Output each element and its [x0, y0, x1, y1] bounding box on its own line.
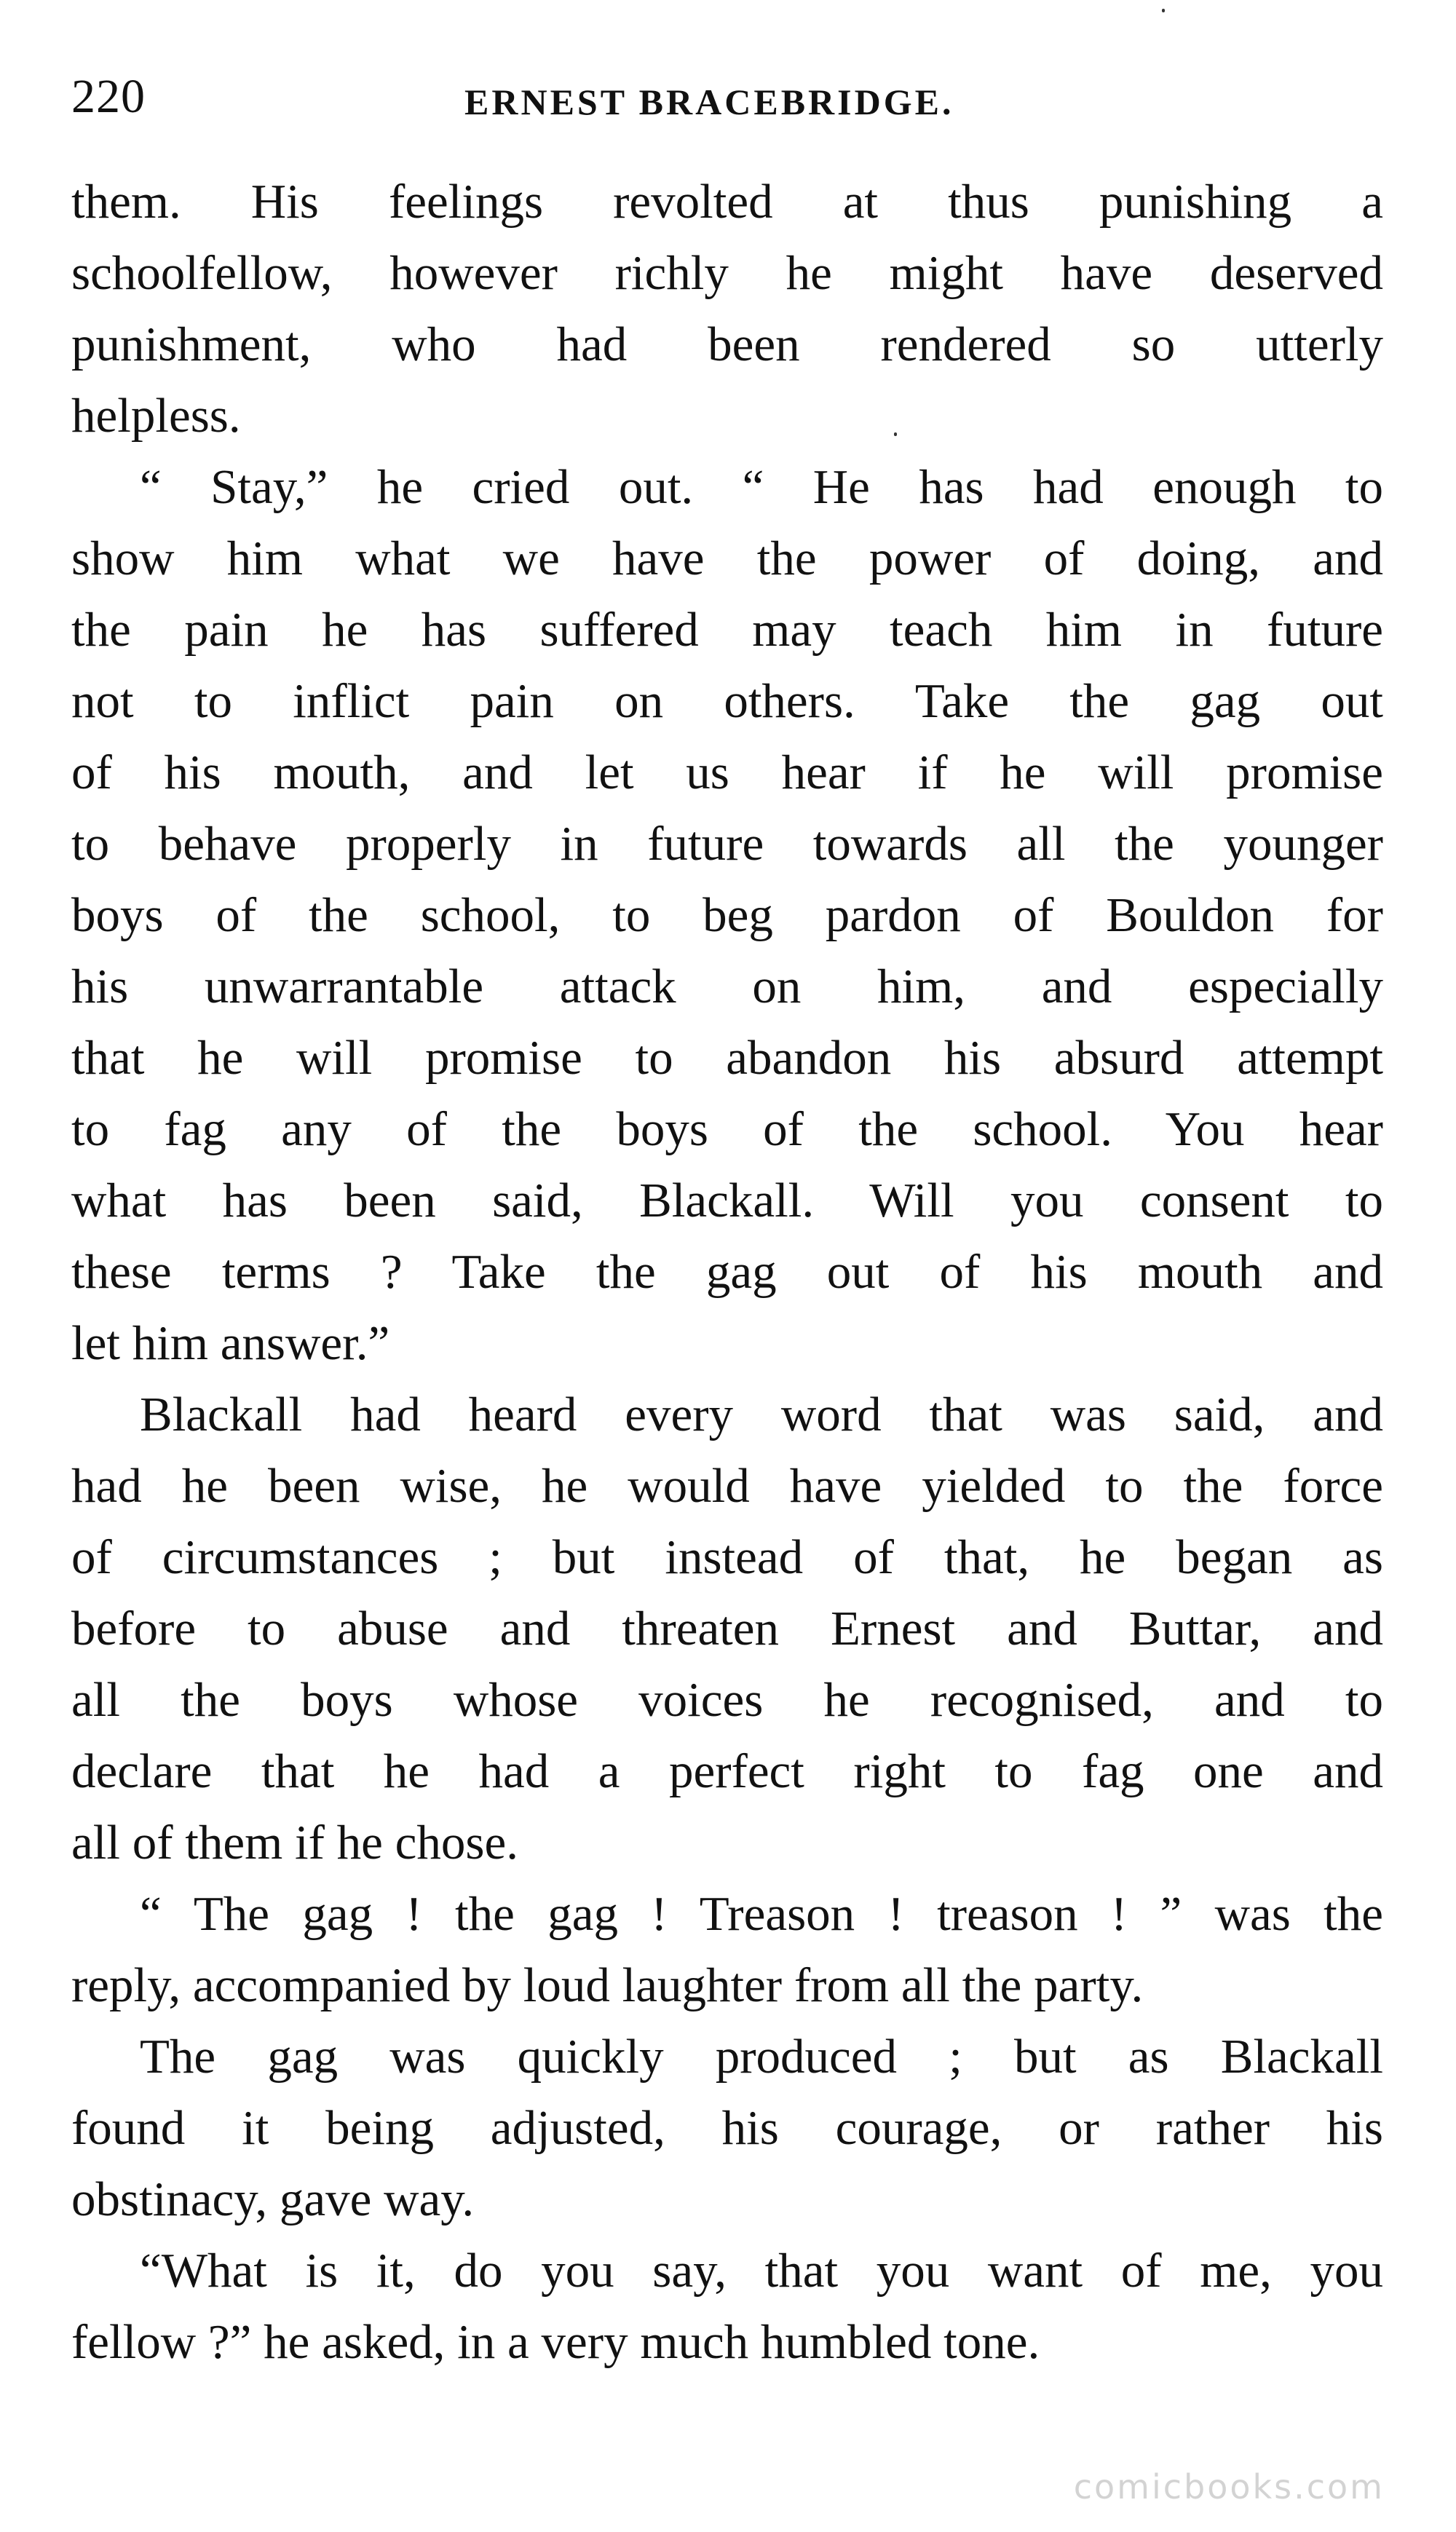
text-line: not to inflict pain on others. Take the gag out — [71, 674, 1383, 728]
page-header — [71, 64, 1383, 130]
text-line: show him what we have the power of doing, and — [71, 531, 1383, 585]
text-line: Blackall had heard every word that was said, and — [140, 1388, 1383, 1441]
text-line: “ The gag ! the gag ! Treason ! treason ! ” was the — [140, 1887, 1383, 1941]
text-line: fellow ?” he asked, in a very much humbled tone. — [71, 2315, 1040, 2369]
text-line: punishment, who had been rendered so utterly — [71, 317, 1383, 371]
text-line: of his mouth, and let us hear if he will promise — [71, 745, 1383, 799]
text-line: boys of the school, to beg pardon of Bouldon for — [71, 888, 1383, 942]
running-head: ERNEST BRACEBRIDGE. — [464, 82, 954, 122]
text-line: these terms ? Take the gag out of his mouth and — [71, 1245, 1383, 1299]
text-line: schoolfellow, however richly he might have deserved — [71, 246, 1383, 300]
text-line: before to abuse and threaten Ernest and Buttar, and — [71, 1602, 1383, 1655]
text-line: had he been wise, he would have yielded to the force — [71, 1459, 1383, 1513]
ink-speck — [894, 432, 897, 436]
body-text — [71, 166, 1383, 2378]
ink-speck — [1162, 9, 1165, 12]
text-line: his unwarrantable attack on him, and especially — [71, 960, 1383, 1013]
text-line: that he will promise to abandon his absurd attempt — [71, 1031, 1383, 1085]
text-line: helpless. — [71, 389, 241, 443]
text-line: the pain he has suffered may teach him in future — [71, 603, 1383, 657]
text-line: all the boys whose voices he recognised, and to — [71, 1673, 1383, 1727]
watermark: comicbooks.com — [1073, 2467, 1385, 2507]
text-line: of circumstances ; but instead of that, he began as — [71, 1530, 1383, 1584]
text-line: let him answer.” — [71, 1316, 390, 1370]
text-line: “What is it, do you say, that you want of me, you — [140, 2244, 1383, 2298]
text-line: obstinacy, gave way. — [71, 2172, 475, 2226]
text-line: reply, accompanied by loud laughter from all the party. — [71, 1958, 1144, 2012]
text-line: found it being adjusted, his courage, or rather his — [71, 2101, 1383, 2155]
page-number: 220 — [71, 70, 146, 123]
text-line: The gag was quickly produced ; but as Blackall — [140, 2030, 1383, 2084]
text-line: declare that he had a perfect right to fag one and — [71, 1744, 1383, 1798]
text-line: them. His feelings revolted at thus punishing a — [71, 175, 1383, 229]
text-line: all of them if he chose. — [71, 1816, 518, 1870]
text-line: to behave properly in future towards all the younger — [71, 817, 1383, 871]
text-line: “ Stay,” he cried out. “ He has had enough to — [140, 460, 1383, 514]
text-line: what has been said, Blackall. Will you consent to — [71, 1174, 1383, 1227]
text-line: to fag any of the boys of the school. You hear — [71, 1102, 1383, 1156]
